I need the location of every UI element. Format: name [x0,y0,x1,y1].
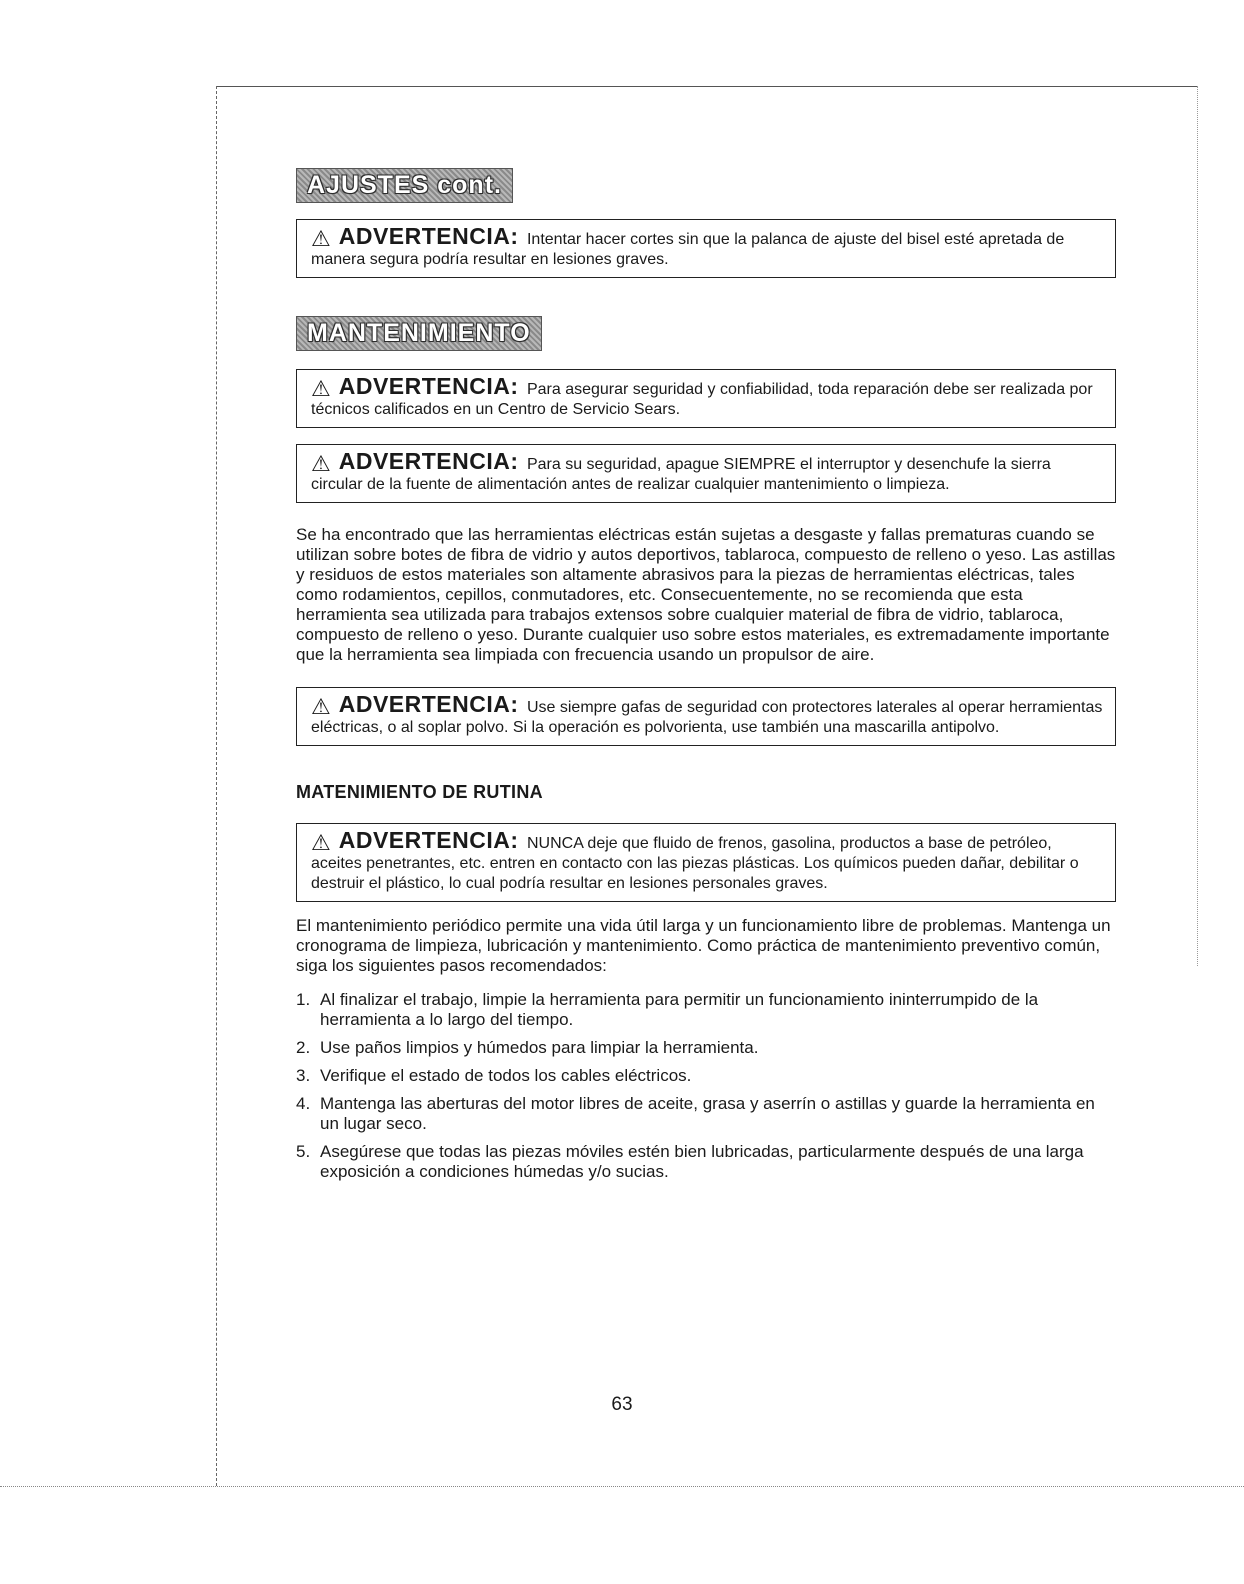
list-item [296,1066,1116,1086]
step-number: 5. [296,1142,311,1161]
section-header-mantenimiento: MANTENIMIENTO [296,316,542,351]
warning-triangle-icon: ⚠ [311,451,331,476]
list-item [296,1038,1116,1058]
warning-triangle-icon: ⚠ [311,226,331,251]
step-number: 2. [296,1038,311,1057]
paragraph-periodic-maintenance: El mantenimiento periódico permite una vida útil larga y un funcionamiento libre de problemas. Mantenga un cronograma de limpieza, lubricación y mantenimiento. Como práctica de mantenimiento preventivo común, siga los siguientes pasos recomendados: [296,916,1111,975]
step-number: 4. [296,1094,311,1113]
scan-border-right [1197,86,1198,966]
warning-box-chemicals [296,823,1116,902]
scan-border-top [216,86,1198,87]
scan-border-bottom [0,1486,1244,1487]
step-number: 1. [296,990,311,1009]
warning-text: Intentar hacer cortes sin que la palanca de ajuste del bisel esté apretada de manera segura podría resultar en lesiones graves. [311,231,1065,268]
step-text: Verifique el estado de todos los cables eléctricos. [320,1066,692,1085]
step-text: Use paños limpios y húmedos para limpiar la herramienta. [320,1038,759,1057]
list-item [296,990,1116,1030]
warning-label: ADVERTENCIA: [338,448,519,474]
subheading-routine-maintenance: MATENIMIENTO DE RUTINA [296,782,543,802]
warning-text: Use siempre gafas de seguridad con protectores laterales al operar herramientas eléctricas, o al soplar polvo. Si la operación es polvorienta, use también una mascarilla antipolvo. [311,699,1103,736]
step-text: Al finalizar el trabajo, limpie la herramienta para permitir un funcionamiento ininterrumpido de la herramienta a lo largo del tiempo. [320,990,1039,1029]
step-text: Mantenga las aberturas del motor libres de aceite, grasa y aserrín o astillas y guarde la herramienta en un lugar seco. [320,1094,1095,1133]
warning-text: NUNCA deje que fluido de frenos, gasolina, productos a base de petróleo, aceites penetrantes, etc. entren en contacto con las piezas plásticas. Los químicos pueden dañar, debilitar o destruir el plástico, lo cual podría resultar en lesiones personales graves. [311,835,1079,892]
warning-triangle-icon: ⚠ [311,376,331,401]
warning-label: ADVERTENCIA: [338,373,519,399]
list-item [296,1094,1116,1134]
warning-text: Para asegurar seguridad y confiabilidad, toda reparación debe ser realizada por técnicos calificados en un Centro de Servicio Sears. [311,381,1093,418]
step-text: Asegúrese que todas las piezas móviles estén bien lubricadas, particularmente después de una larga exposición a condiciones húmedas y/o sucias. [320,1142,1084,1181]
warning-box-safety-glasses [296,687,1116,746]
warning-box-bevel [296,219,1116,278]
warning-triangle-icon: ⚠ [311,694,331,719]
list-item [296,1142,1116,1182]
maintenance-steps-list [296,990,1116,1182]
warning-box-service [296,369,1116,428]
warning-label: ADVERTENCIA: [338,691,519,717]
warning-label: ADVERTENCIA: [338,827,519,853]
warning-triangle-icon: ⚠ [311,830,331,855]
section-header-ajustes: AJUSTES cont. [296,168,513,203]
paragraph-abrasive-materials: Se ha encontrado que las herramientas eléctricas están sujetas a desgaste y fallas prematuras cuando se utilizan sobre botes de fibra de vidrio y autos deportivos, tablaroca, compuesto de relleno o yeso. Las astillas y residuos de estos materiales son altamente abrasivos para la piezas de herramientas eléctricas, tales como rodamientos, cepillos, conmutadores, etc. Consecuentemente, no se recomienda que esta herramienta sea utilizada para trabajos extensos sobre cualquier material de fibra de vidrio, tablaroca, compuesto de relleno o yeso. Durante cualquier uso sobre estos materiales, es extremadamente importante que la herramienta sea limpiada con frecuencia usando un propulsor de aire. [296,525,1116,664]
page-content [296,168,1116,1190]
warning-text: Para su seguridad, apague SIEMPRE el interruptor y desenchufe la sierra circular de la fuente de alimentación antes de realizar cualquier mantenimiento o limpieza. [311,456,1051,493]
warning-label: ADVERTENCIA: [338,223,519,249]
step-number: 3. [296,1066,311,1085]
page-number: 63 [611,1394,633,1415]
scan-border-left [216,86,217,1486]
warning-box-unplug [296,444,1116,503]
